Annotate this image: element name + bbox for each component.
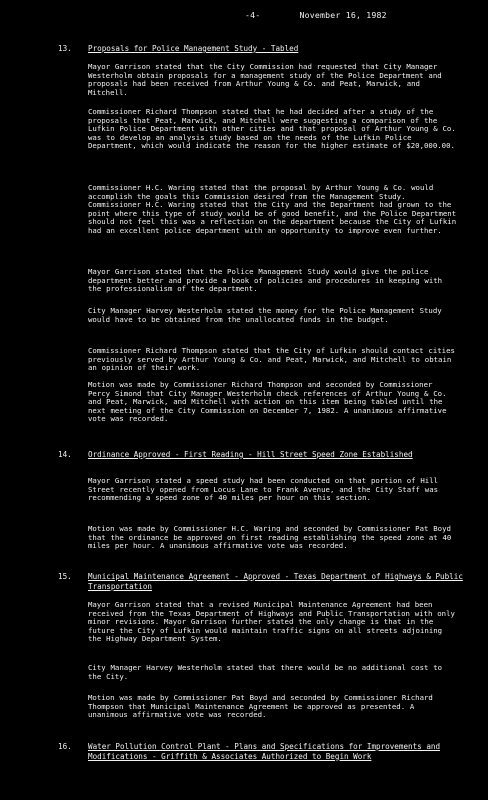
paragraph: Motion was made by Commissioner Richard Thompson and seconded by Commissioner Percy Simond that City Manager Westerholm check references of Arthur Young & Co. and Peat, Marwick, and Mitchell with action on this item being tabled until the next meeting of the City Commission on December 7, 1982. A unanimous affirmative vote was recorded. [88, 380, 447, 424]
paragraph: Commissioner H.C. Waring stated that the proposal by Arthur Young & Co. would accomplish the goals this Commission desired from the Management Study. Commissioner H.C. Waring stated that the City and the Department had grown to the point where this type of study would be of good benefit, and the Police Department should not feel this was a reflection on the department because the City of Lufkin had an excellent police department with an opportunity to improve even further. [88, 183, 457, 235]
item-number: 13. [58, 44, 72, 53]
item-number: 14. [58, 450, 72, 459]
item-title: Water Pollution Control Plant - Plans and Specifications for Improvements and Modifications - Griffith & Associates Authorized to Begin Work [88, 742, 441, 761]
page-number: -4- [245, 10, 261, 20]
item-number: 15. [58, 572, 72, 581]
page-header [245, 10, 387, 20]
item-number: 16. [58, 742, 72, 751]
item-title: Proposals for Police Management Study - Tabled [88, 44, 299, 53]
paragraph: Mayor Garrison stated that the City Commission had requested that City Manager Westerholm obtain proposals for a management study of the Police Department and proposals had been received from Arthur Young & Co. and Peat, Marwick, and Mitchell. [88, 62, 442, 97]
paragraph: City Manager Harvey Westerholm stated that there would be no additional cost to the City. [88, 663, 443, 681]
paragraph: Motion was made by Commissioner Pat Boyd and seconded by Commissioner Richard Thompson that Municipal Maintenance Agreement be approved as presented. A unanimous affirmative vote was recorded. [88, 693, 433, 720]
paragraph: Mayor Garrison stated a speed study had been conducted on that portion of Hill Street recently opened from Locus Lane to Frank Avenue, and the City Staff was recommending a speed zone of 40 miles per hour on this section. [88, 476, 439, 503]
item-title: Ordinance Approved - First Reading - Hill Street Speed Zone Established [88, 450, 413, 459]
paragraph: Commissioner Richard Thompson stated that he had decided after a study of the proposals that Peat, Marwick, and Mitchell were suggesting a comparison of the Lufkin Police Department with other cities and that proposal of Arthur Young & Co. was to develop an analysis study based on the needs of the Lufkin Police Department, which would indicate the reason for the higher estimate of $20,000.00. [88, 107, 456, 151]
paragraph: Mayor Garrison stated that the Police Management Study would give the police department better and provide a book of policies and procedures in keeping with the professionalism of the department. [88, 267, 443, 294]
paragraph: City Manager Harvey Westerholm stated the money for the Police Management Study would have to be obtained from the unallocated funds in the budget. [88, 306, 442, 324]
paragraph: Motion was made by Commissioner H.C. Waring and seconded by Commissioner Pat Boyd that the ordinance be approved on first reading establishing the speed zone at 40 miles per hour. A unanimous affirmative vote was recorded. [88, 524, 452, 551]
item-title: Municipal Maintenance Agreement - Approved - Texas Department of Highways & Public Transportation [88, 572, 463, 591]
paragraph: Commissioner Richard Thompson stated that the City of Lufkin should contact cities previously served by Arthur Young & Co. and Peat, Marwick, and Mitchell to obtain an opinion of their work. [88, 346, 455, 373]
meeting-date: November 16, 1982 [299, 10, 387, 20]
paragraph: Mayor Garrison stated that a revised Municipal Maintenance Agreement had been received from the Texas Department of Highways and Public Transportation with only minor revisions. Mayor Garrison further stated the only change is that in the future the City of Lufkin would maintain traffic signs on all streets adjoining the Highway Department System. [88, 600, 455, 644]
